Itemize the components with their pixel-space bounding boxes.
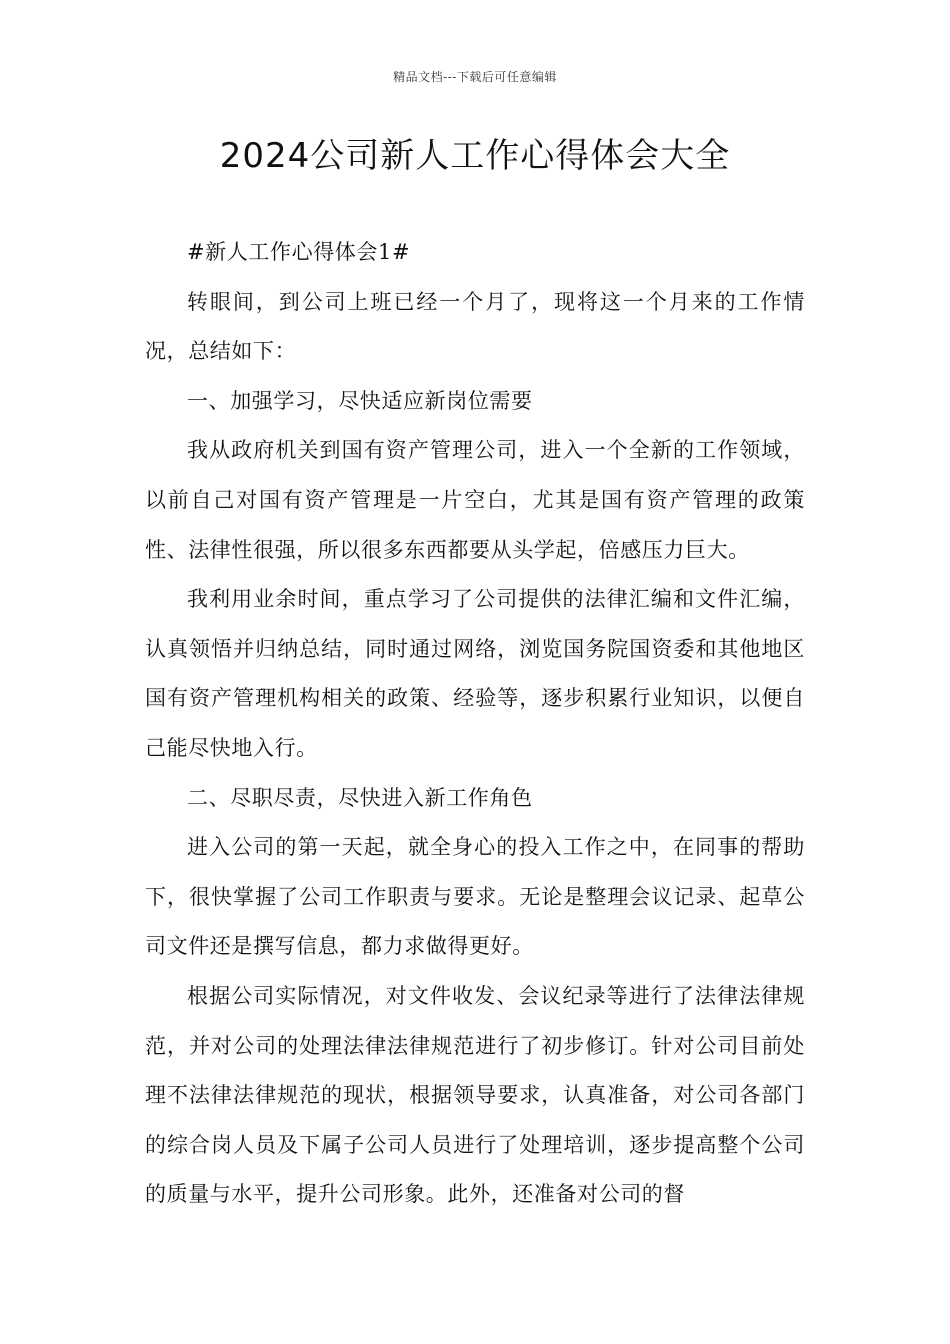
paragraph-body: 根据公司实际情况，对文件收发、会议纪录等进行了法律法律规范，并对公司的处理法律法律规范进行了初步修订。针对公司目前处理不法律法律规范的现状，根据领导要求，认真准备，对公司各部门的综合岗人员及下属子公司人员进行了处理培训，逐步提高整个公司的质量与水平，提升公司形象。此外，还准备对公司的督 (145, 983, 805, 1207)
paragraph-body: 进入公司的第一天起，就全身心的投入工作之中，在同事的帮助下，很快掌握了公司工作职责与要求。无论是整理会议记录、起草公司文件还是撰写信息，都力求做得更好。 (145, 835, 805, 959)
header-note: 精品文档---下载后可任意编辑 (393, 70, 557, 84)
paragraph-heading-1: 一、加强学习，尽快适应新岗位需要 (187, 388, 533, 413)
paragraph-section-heading: #新人工作心得体会1# (187, 240, 411, 264)
document-body (145, 228, 805, 1220)
paragraph-body: 我利用业余时间，重点学习了公司提供的法律汇编和文件汇编，认真领悟并归纳总结，同时通过网络，浏览国务院国资委和其他地区国有资产管理机构相关的政策、经验等，逐步积累行业知识，以便自己能尽快地入行。 (145, 587, 805, 760)
paragraph-heading-2: 二、尽职尽责，尽快进入新工作角色 (187, 785, 533, 810)
paragraph-intro: 转眼间，到公司上班已经一个月了，现将这一个月来的工作情况，总结如下： (145, 289, 805, 364)
paragraph-body: 我从政府机关到国有资产管理公司，进入一个全新的工作领域，以前自己对国有资产管理是一片空白，尤其是国有资产管理的政策性、法律性很强，所以很多东西都要从头学起，倍感压力巨大。 (145, 438, 805, 562)
document-title: 2024公司新人工作心得体会大全 (219, 136, 731, 176)
